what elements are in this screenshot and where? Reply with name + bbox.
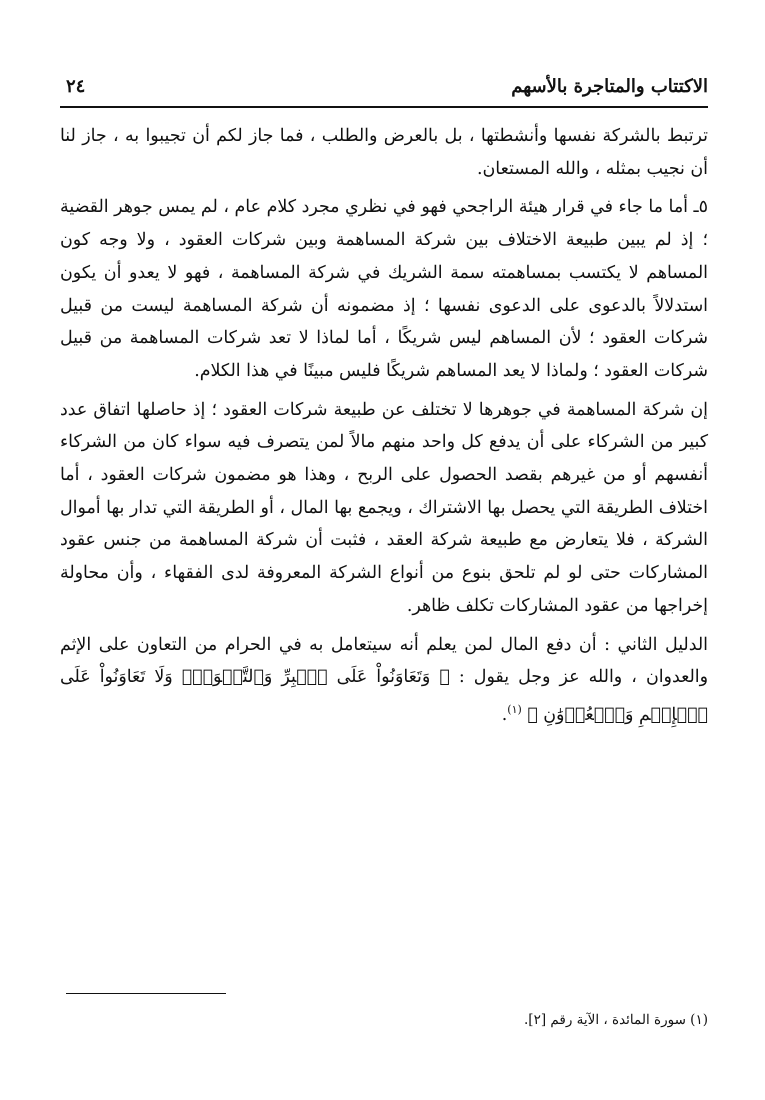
evidence-intro: الدليل الثاني : أن دفع المال لمن يعلم أنه سيتعامل به في الحرام من التعاون على الإثم والعدوان ، والله عز وجل يقول :: [60, 634, 708, 688]
sentence-end: .: [501, 704, 508, 725]
running-header: [60, 70, 708, 108]
paragraph: ترتبط بالشركة نفسها وأنشطتها ، بل بالعرض والطلب ، فما جاز لكم أن تجيبوا به ، جاز لنا أن نجيب بمثله ، والله المستعان.: [60, 126, 708, 179]
footnote-reference[interactable]: (١): [507, 702, 522, 716]
page-number: ٢٤: [66, 76, 86, 97]
body-text: [60, 120, 708, 731]
running-title: الاكتتاب والمتاجرة بالأسهم: [511, 76, 708, 97]
quran-verse: ﴿ وَتَعَاوَنُواْ عَلَى ٱلۡبِرِّ وَٱلتَّقۡوَىٰۖ وَلَا تَعَاوَنُواْ عَلَى ٱلۡإِثۡمِ وَٱلۡعُدۡوَٰنِ ﴾: [60, 667, 708, 725]
footnote-separator: [66, 993, 226, 994]
paragraph: إن شركة المساهمة في جوهرها لا تختلف عن طبيعة شركات العقود ؛ إذ حاصلها اتفاق عدد كبير من الشركاء على أن يدفع كل واحد منهم مالاً لمن يتصرف فيه سواء كان من الشركاء أنفسهم أو من غيرهم بقصد الحصول على الربح ، وهذا هو مضمون شركات العقود ، أما اختلاف الطريقة التي يحصل بها الاشتراك ، ويجمع بها المال ، أو الطريقة التي تدار بها أموال الشركة ، فلا يتعارض مع طبيعة شركة العقد ، فثبت أن شركة المساهمة من جنس عقود المشاركات حتى لو لم تلحق بنوع من أنواع الشركة المعروفة لدى الفقهاء ، وأن محاولة إخراجها من عقود المشاركات تكلف ظاهر.: [60, 399, 708, 616]
footnote: (١) سورة المائدة ، الآية رقم [٢].: [524, 1012, 708, 1028]
page: [60, 70, 708, 737]
paragraph: ٥ـ أما ما جاء في قرار هيئة الراجحي فهو في نظري مجرد كلام عام ، لم يمس جوهر القضية ؛ إذ لم يبين طبيعة الاختلاف بين شركة المساهمة وبين شركات العقود ، ولا وجه كون المساهم لا يكتسب بمساهمته سمة الشريك في شركة المساهمة ، فهو لا يعدو أن يكون استدلالاً بالدعوى على الدعوى نفسها ؛ إذ مضمونه أن شركة المساهمة ليست من قبيل شركات العقود ؛ لأن المساهم ليس شريكًا ، أما لماذا لا تعد شركات المساهمة من قبيل شركات العقود ؛ ولماذا لا يعد المساهم شريكًا فليس مبينًا في هذا الكلام.: [60, 197, 708, 381]
paragraph-evidence: [60, 629, 708, 732]
